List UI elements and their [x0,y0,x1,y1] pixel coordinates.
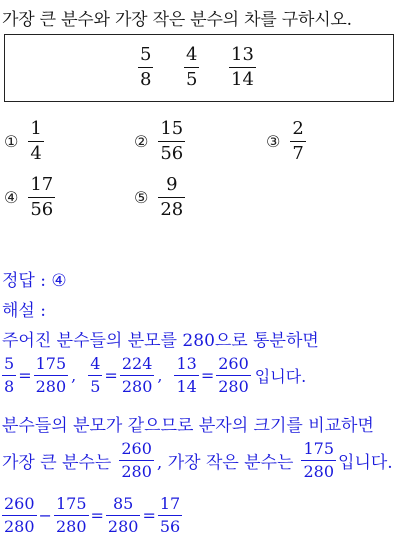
answer-label: 정답 : [2,271,46,291]
box-fraction-1: $\frac{5}{8}$ [140,44,152,90]
option-5[interactable] [134,176,185,219]
solution-line-3: 분수들의 분모가 같으므로 분자의 크기를 비교하면 [2,416,374,436]
question-text: 가장 큰 분수와 가장 작은 분수의 차를 구하시오. [2,10,352,30]
option-2-fraction: 15 56 [160,118,184,164]
box-fraction-3: $\frac{13}{14}$ [231,44,254,90]
option-3-fraction: 2 7 [292,118,304,164]
option-2-mark: ② [134,132,149,151]
answer-line [2,266,67,291]
answer-mark: ④ [51,271,67,291]
option-3[interactable] [266,120,306,163]
option-2[interactable] [134,120,185,163]
solution-line-1: 주어진 분수들의 분모를 280으로 통분하면 [2,331,319,351]
option-4-fraction: 17 56 [30,174,54,220]
solution-line-2: 5 8 = 175 280 , 4 5 = 224 280 , 13 14 = 260 280 입니다. [4,354,307,396]
option-1[interactable] [4,120,44,163]
option-1-fraction: 1 4 [30,118,42,164]
option-1-mark: ① [4,132,19,151]
box-fraction-2: $\frac{4}{5}$ [186,44,198,90]
solution-line-5: 260 280 − 175 280 = 85 280 = 17 56 [4,494,181,536]
explanation-label: 해설 : [2,301,46,321]
option-3-mark: ③ [266,132,281,151]
solution-line-4: 가장 큰 분수는 260 280 , 가장 작은 분수는 175 280 입니다. [2,439,393,481]
option-4[interactable] [4,176,55,219]
option-4-mark: ④ [4,188,19,207]
option-5-mark: ⑤ [134,188,149,207]
option-5-fraction: 9 28 [160,174,184,220]
